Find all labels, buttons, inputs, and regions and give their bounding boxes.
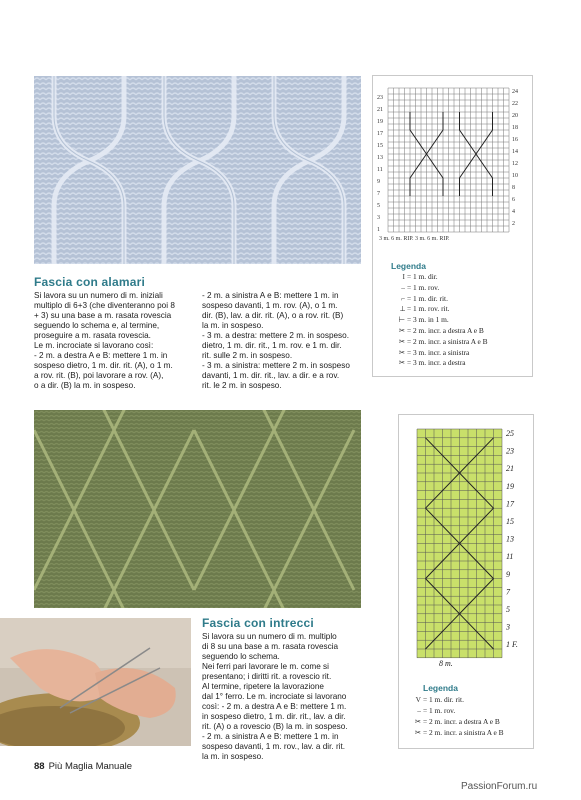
legend-symbol-icon: ✂ <box>398 347 405 357</box>
legend-text: = 1 m. dir. rit. <box>407 293 448 303</box>
text-line: in sospeso dietro, 1 m. dir. rit., lav. a dir. <box>202 712 346 721</box>
legend-item <box>385 283 439 292</box>
text-line: dietro, 1 m. dir. rit., 1 m. rov. e 1 m. dir. <box>202 341 342 350</box>
text-line: davanti, 1 m. dir. rit., lav. a dir. e a rov. <box>202 371 340 380</box>
legend-symbol-icon: ✂ <box>414 717 421 726</box>
text-line: sospeso davanti, 1 m. rov., lav. a dir. rit. <box>202 742 346 751</box>
text-line: Si lavora su un numero di m. iniziali <box>34 291 163 300</box>
chart-row-number: 4 <box>512 209 515 215</box>
chart-row-number: 25 <box>506 429 514 438</box>
body-text-alamari-col2 <box>202 291 374 391</box>
legend-text: = 2 m. incr. a sinistra A e B <box>407 336 488 346</box>
hands-knitting-photo <box>0 618 191 746</box>
text-line: di 8 su una base a m. rasata rovescia <box>202 642 339 651</box>
legend-symbol-icon: ⟂ <box>400 304 405 314</box>
chart-row-number: 1 <box>377 227 380 233</box>
chart-row-number: 11 <box>377 167 383 173</box>
legend-item <box>385 304 450 313</box>
legend-symbol-icon: ⌐ <box>400 293 405 303</box>
text-line: a rov. rit. (B), poi lavorare a rov. (A), <box>34 371 164 380</box>
text-line: Nei ferri pari lavorare le m. come si <box>202 662 329 671</box>
text-line: la m. in sospeso. <box>202 321 264 330</box>
chart-row-number: 9 <box>377 179 380 185</box>
text-line: presentano; i diritti rit. a rovescio rit. <box>202 672 332 681</box>
text-line: sospeso davanti, 1 m. rov. (A), o 1 m. <box>202 301 338 310</box>
text-line: + 3) su una base a m. rasata rovescia <box>34 311 172 320</box>
legend-text: = 3 m. incr. a sinistra <box>407 347 470 357</box>
body-text-alamari-col1 <box>34 291 204 391</box>
legend-text: = 1 m. dir. <box>407 272 438 281</box>
chart-row-number: 14 <box>512 149 518 155</box>
watermark: PassionForum.ru <box>461 781 538 792</box>
text-line: così: - 2 m. a destra A e B: mettere 1 m. <box>202 702 347 711</box>
chart-row-number: 15 <box>506 517 514 526</box>
text-line: Al termine, ripetere la lavorazione <box>202 682 324 691</box>
chart-row-number: 23 <box>506 446 514 456</box>
legend-item <box>385 272 438 281</box>
section-title-intrecci: Fascia con intrecci <box>202 616 314 630</box>
legend-item <box>385 294 448 303</box>
chart-grid-intrecci <box>399 415 533 677</box>
chart-row-number: 6 <box>512 197 515 203</box>
text-line: rit. le 2 m. in sospeso. <box>202 381 282 390</box>
chart-row-number: 3 <box>506 622 510 632</box>
legend-symbol-icon: I <box>402 272 405 281</box>
legend-text: = 2 m. incr. a destra A e B <box>407 326 484 335</box>
chart-row-number: 18 <box>512 125 518 131</box>
legend-text: = 1 m. rov. <box>423 706 456 715</box>
chart-frame-alamari <box>372 75 533 377</box>
chart-row-number: 15 <box>377 143 383 149</box>
chart-row-number: 17 <box>506 499 514 509</box>
chart-row-number: 5 <box>377 203 380 209</box>
chart-row-number: 22 <box>512 101 518 107</box>
text-line: - 2 m. a sinistra A e B: mettere 1 m. in <box>202 732 339 741</box>
text-line: Si lavora su un numero di m. multiplo <box>202 632 337 641</box>
chart-row-number: 9 <box>506 569 510 579</box>
text-line: o a dir. (B) la m. in sospeso. <box>34 381 136 390</box>
legend-text: = 3 m. in 1 m. <box>407 315 449 325</box>
text-line: - 3 m. a sinistra: mettere 2 m. in sospeso <box>202 361 350 370</box>
chart-row-number: 16 <box>512 137 518 143</box>
text-line: seguendo lo schema e, al termine, <box>34 321 160 330</box>
legend-item <box>401 695 464 704</box>
legend-item <box>385 326 484 335</box>
chart-row-number: 19 <box>506 481 514 491</box>
legend-symbol-icon: – <box>401 282 405 292</box>
chart-row-number: 7 <box>506 587 510 597</box>
legend-symbol-icon: ✂ <box>398 336 405 346</box>
text-line: la m. in sospeso. <box>202 752 264 761</box>
legend-item <box>401 717 500 726</box>
legend-item <box>385 358 466 367</box>
chart-row-number: 17 <box>377 131 383 137</box>
chart-grid-alamari <box>373 76 532 246</box>
section-title-alamari: Fascia con alamari <box>34 275 145 289</box>
text-line: Le m. incrociate si lavorano così: <box>34 341 154 350</box>
chart-bottom-label-alamari: 3 m. 6 m. RIP. 3 m. 6 m. RIP. <box>379 236 450 242</box>
chart-row-number: 12 <box>512 161 518 167</box>
chart-row-number: 19 <box>377 119 383 125</box>
chart-row-number: 8 <box>512 185 515 191</box>
legend-text: = 1 m. rov. rit. <box>407 304 450 314</box>
chart-row-number: 11 <box>506 552 514 562</box>
chart-bottom-label-intrecci: 8 m. <box>439 659 453 668</box>
legend-title-alamari: Legenda <box>391 261 426 271</box>
body-text-intrecci <box>202 632 377 762</box>
text-line: rit. (A) o a rovescio (B) la m. in sospeso. <box>202 722 348 731</box>
text-line: multiplo di 6+3 (che diventeranno poi 8 <box>34 301 175 310</box>
chart-row-number: 20 <box>512 113 518 119</box>
legend-text: = 1 m. rov. <box>407 282 440 292</box>
chart-row-number: 23 <box>377 95 383 101</box>
legend-symbol-icon: ✂ <box>414 728 421 737</box>
chart-row-number: 13 <box>377 155 383 161</box>
chart-row-number: 21 <box>506 464 514 474</box>
chart-row-number: 10 <box>512 173 518 179</box>
chart-row-number: 2 <box>512 221 515 227</box>
text-line: proseguire a m. rasata rovescia. <box>34 331 151 340</box>
legend-text: = 2 m. incr. a destra A e B <box>423 717 500 726</box>
text-line: dal 1° ferro. Le m. incrociate si lavorano <box>202 692 347 701</box>
knit-photo-alamari <box>34 76 361 264</box>
legend-item <box>401 706 455 715</box>
page-footer <box>34 761 132 772</box>
chart-row-number: 7 <box>377 191 380 197</box>
text-line: - 2 m. a sinistra A e B: mettere 1 m. in <box>202 291 339 300</box>
text-line: rit. sulle 2 m. in sospeso. <box>202 351 293 360</box>
text-line: sospeso dietro, 1 m. dir. rit. (A), o 1 m. <box>34 361 173 370</box>
knit-photo-intrecci <box>34 410 361 608</box>
text-line: - 2 m. a destra A e B: mettere 1 m. in <box>34 351 168 360</box>
chart-row-number: 1 F. <box>506 640 518 650</box>
text-line: seguendo lo schema. <box>202 652 280 661</box>
page-number: 88 <box>34 761 45 772</box>
legend-text: = 1 m. dir. rit. <box>423 695 464 704</box>
chart-frame-intrecci <box>398 414 534 749</box>
legend-text: = 2 m. incr. a sinistra A e B <box>423 728 504 737</box>
chart-row-number: 24 <box>512 89 518 95</box>
legend-item <box>385 315 449 324</box>
legend-symbol-icon: ✂ <box>398 326 405 335</box>
chart-row-number: 5 <box>506 605 510 614</box>
legend-title-intrecci: Legenda <box>423 683 458 693</box>
legend-item <box>401 728 504 737</box>
chart-row-number: 21 <box>377 107 383 113</box>
text-line: - 3 m. a destra: mettere 2 m. in sospeso. <box>202 331 349 340</box>
legend-symbol-icon: V <box>415 695 421 704</box>
legend-text: = 3 m. incr. a destra <box>407 358 466 368</box>
chart-row-number: 3 <box>377 215 380 221</box>
legend-symbol-icon: ⊢ <box>398 315 405 325</box>
magazine-name: Più Maglia Manuale <box>48 761 133 772</box>
legend-item <box>385 337 488 346</box>
legend-symbol-icon: ✂ <box>398 358 405 368</box>
chart-row-number: 13 <box>506 534 514 544</box>
legend-symbol-icon: – <box>417 706 421 715</box>
text-line: dir. (B), lav. a dir. rit. (A), o a rov. rit. (B) <box>202 311 344 320</box>
legend-item <box>385 348 469 357</box>
